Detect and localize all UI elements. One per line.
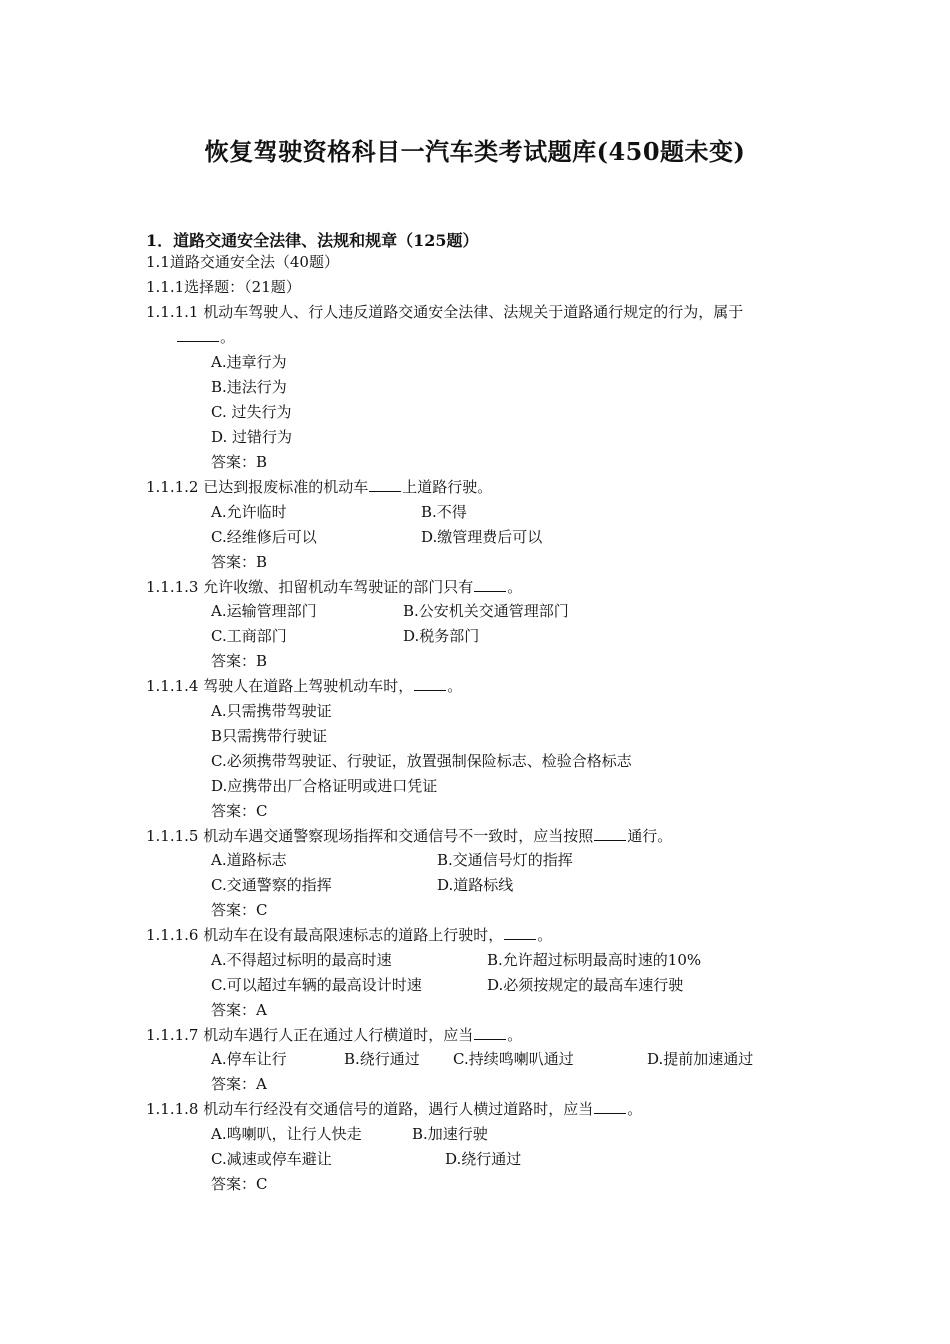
option-d: D.税务部门 <box>403 627 480 645</box>
answer: 答案：C <box>211 1175 268 1193</box>
option-c: C.工商部门 <box>211 627 287 645</box>
option-b: B.绕行通过 <box>344 1050 420 1068</box>
question-5 <box>146 826 672 846</box>
option-a: A.只需携带驾驶证 <box>211 702 332 720</box>
option-a: A.鸣喇叭，让行人快走 <box>211 1125 362 1143</box>
question-text: 允许收缴、扣留机动车驾驶证的部门只有 <box>203 578 474 596</box>
option-c: C.持续鸣喇叭通过 <box>453 1050 574 1068</box>
subsubsection-heading: 1.1.1选择题：（21题） <box>146 278 301 296</box>
question-number: 1.1.1.7 <box>146 1026 199 1044</box>
question-number: 1.1.1.8 <box>146 1100 199 1118</box>
question-number: 1.1.1.2 <box>146 478 199 496</box>
question-3 <box>146 577 522 597</box>
question-text-end: 。 <box>220 328 236 346</box>
option-c: C.可以超过车辆的最高设计时速 <box>211 976 422 994</box>
question-number: 1.1.1.6 <box>146 926 199 944</box>
answer-blank <box>414 676 446 691</box>
question-text-end: 。 <box>507 578 523 596</box>
question-text-end: 通行。 <box>627 827 673 845</box>
answer: 答案：A <box>211 1001 267 1019</box>
question-number: 1.1.1.4 <box>146 677 199 695</box>
option-c: C.交通警察的指挥 <box>211 876 332 894</box>
question-7 <box>146 1025 522 1045</box>
question-text: 机动车遇交通警察现场指挥和交通信号不一致时，应当按照 <box>203 827 594 845</box>
question-text: 驾驶人在道路上驾驶机动车时， <box>203 677 414 695</box>
document-title: 恢复驾驶资格科目一汽车类考试题库(450题未变) <box>204 137 746 166</box>
option-b: B.允许超过标明最高时速的10% <box>487 951 702 969</box>
question-text-end: 。 <box>507 1026 523 1044</box>
option-a: A.停车让行 <box>211 1050 287 1068</box>
question-text: 机动车在设有最高限速标志的道路上行驶时， <box>203 926 504 944</box>
option-a: A.运输管理部门 <box>211 602 317 620</box>
option-b: B.不得 <box>421 503 467 521</box>
question-1 <box>146 302 743 322</box>
option-d: D. 过错行为 <box>211 428 293 446</box>
option-b: B只需携带行驶证 <box>211 727 328 745</box>
question-text-end: 。 <box>537 926 553 944</box>
answer: 答案：B <box>211 553 268 571</box>
question-text-end: 。 <box>627 1100 643 1118</box>
question-number: 1.1.1.3 <box>146 578 199 596</box>
option-b: B.违法行为 <box>211 378 287 396</box>
option-c: C.经维修后可以 <box>211 528 317 546</box>
subsection-heading: 1.1道路交通安全法（40题） <box>146 253 339 271</box>
question-text: 机动车驾驶人、行人违反道路交通安全法律、法规关于道路通行规定的行为，属于 <box>203 303 744 321</box>
question-2 <box>146 477 492 497</box>
option-d: D.缴管理费后可以 <box>421 528 543 546</box>
option-d: D.绕行通过 <box>445 1150 522 1168</box>
question-text: 机动车行经没有交通信号的道路，遇行人横过道路时，应当 <box>203 1100 594 1118</box>
option-b: B.加速行驶 <box>412 1125 488 1143</box>
answer: 答案：B <box>211 453 268 471</box>
option-d: D.必须按规定的最高车速行驶 <box>487 976 684 994</box>
answer-blank <box>177 327 219 342</box>
option-a: A.允许临时 <box>211 503 287 521</box>
question-text: 机动车遇行人正在通过人行横道时，应当 <box>203 1026 474 1044</box>
question-text: 已达到报废标准的机动车 <box>203 478 369 496</box>
option-a: A.道路标志 <box>211 851 287 869</box>
answer-blank <box>594 1099 626 1114</box>
question-number: 1.1.1.1 <box>146 303 199 321</box>
answer-blank <box>369 477 401 492</box>
option-b: B.交通信号灯的指挥 <box>437 851 573 869</box>
question-text-end: 。 <box>447 677 463 695</box>
section-heading: 1．道路交通安全法律、法规和规章（125题） <box>146 231 479 250</box>
question-1-continuation <box>176 327 235 347</box>
option-c: C. 过失行为 <box>211 403 292 421</box>
option-d: D.应携带出厂合格证明或进口凭证 <box>211 777 438 795</box>
option-c: C.减速或停车避让 <box>211 1150 332 1168</box>
answer: 答案：C <box>211 901 268 919</box>
answer-blank <box>594 826 626 841</box>
answer-blank <box>504 925 536 940</box>
option-b: B.公安机关交通管理部门 <box>403 602 569 620</box>
question-8 <box>146 1099 642 1119</box>
answer-blank <box>474 577 506 592</box>
question-4 <box>146 676 462 696</box>
option-c: C.必须携带驾驶证、行驶证，放置强制保险标志、检验合格标志 <box>211 752 632 770</box>
option-d: D.提前加速通过 <box>647 1050 754 1068</box>
option-a: A.违章行为 <box>211 353 287 371</box>
question-6 <box>146 925 552 945</box>
answer: 答案：C <box>211 802 268 820</box>
option-d: D.道路标线 <box>437 876 514 894</box>
option-a: A.不得超过标明的最高时速 <box>211 951 392 969</box>
answer: 答案：B <box>211 652 268 670</box>
question-number: 1.1.1.5 <box>146 827 199 845</box>
answer-blank <box>474 1025 506 1040</box>
question-text-end: 上道路行驶。 <box>402 478 493 496</box>
answer: 答案：A <box>211 1075 267 1093</box>
